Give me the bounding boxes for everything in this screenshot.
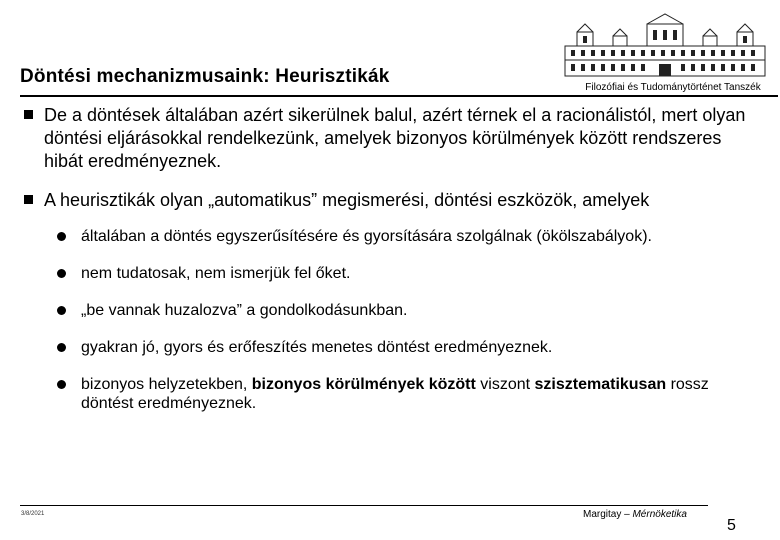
sub-bullet-list [57, 227, 752, 413]
sub-bullet-text-part: viszont [475, 376, 535, 393]
round-bullet-icon [57, 269, 66, 278]
footer-divider [20, 505, 708, 506]
university-logo [555, 12, 777, 96]
round-bullet-icon [57, 343, 66, 352]
round-bullet-icon [57, 380, 66, 389]
footer-date: 3/8/2021 [21, 511, 45, 517]
sub-bullet-item [57, 301, 752, 320]
slide-title: Döntési mechanizmusaink: Heurisztikák [20, 66, 390, 87]
bullet-item [22, 104, 752, 173]
square-bullet-icon [24, 110, 33, 119]
bullet-text: De a döntések általában azért sikerülnek balul, azért térnek el a racionálistól, mert olyan döntési eljárásokkal rendelkezünk, amelyek bizonyos körülmények között rendszeres hibát eredményeznek. [44, 105, 746, 171]
round-bullet-icon [57, 306, 66, 315]
building-illustration-icon [555, 12, 777, 82]
sub-bullet-emphasis: bizonyos körülmények között [251, 376, 476, 393]
logo-caption: Filozófiai és Tudománytörténet Tanszék [585, 82, 761, 93]
square-bullet-icon [24, 195, 33, 204]
footer-author [583, 509, 687, 520]
sub-bullet-item [57, 264, 752, 283]
round-bullet-icon [57, 232, 66, 241]
bullet-text: A heurisztikák olyan „automatikus” megismerési, döntési eszközök, amelyek [44, 190, 650, 210]
bullet-item [22, 189, 752, 413]
sub-bullet-text: gyakran jó, gyors és erőfeszítés menetes döntést eredményeznek. [81, 339, 553, 356]
sub-bullet-text: általában a döntés egyszerűsítésére és gyorsítására szolgálnak (ökölszabályok). [81, 228, 652, 245]
sub-bullet-text-part: bizonyos helyzetekben, [81, 376, 252, 393]
footer-author-name: Margitay – [583, 509, 633, 520]
sub-bullet-text: „be vannak huzalozva” a gondolkodásunkban. [81, 302, 408, 319]
sub-bullet-emphasis: szisztematikusan [534, 376, 667, 393]
footer-course: Mérnöketika [632, 509, 687, 520]
sub-bullet-item [57, 375, 752, 413]
bullet-list [22, 104, 752, 413]
sub-bullet-item [57, 227, 752, 246]
page-number: 5 [727, 517, 736, 534]
title-divider [20, 95, 778, 97]
sub-bullet-text-part: rossz döntést eredményeznek. [81, 376, 709, 412]
sub-bullet-text: nem tudatosak, nem ismerjük fel őket. [81, 265, 351, 282]
sub-bullet-item [57, 338, 752, 357]
